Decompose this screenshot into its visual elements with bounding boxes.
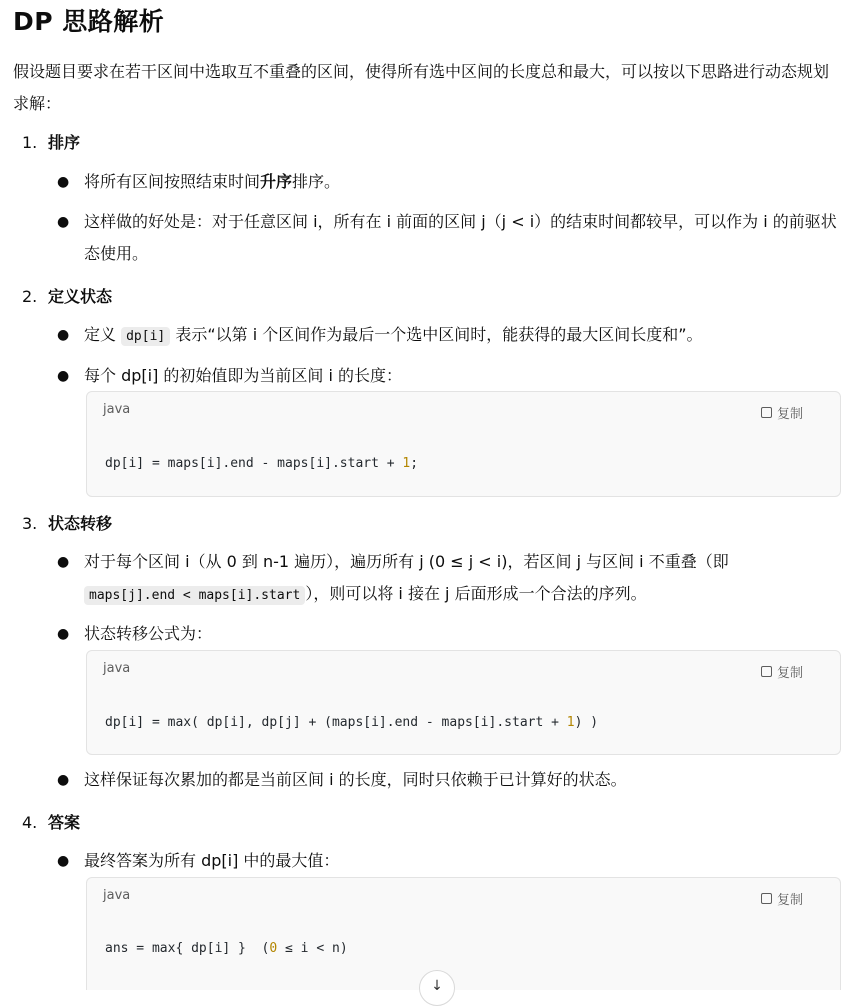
intro-paragraph: 假设题目要求在若干区间中选取互不重叠的区间，使得所有选中区间的长度总和最大，可以按以下思路进行动态规划求解： (13, 62, 830, 113)
copy-icon (761, 407, 772, 418)
bold-text: 升序 (260, 172, 293, 191)
code-text (105, 941, 348, 956)
text: 将所有区间按照结束时间 (84, 172, 261, 191)
list-item (57, 206, 842, 270)
section-title: 答案 (48, 813, 81, 832)
section-title: 定义状态 (48, 287, 113, 306)
section-heading-4 (22, 810, 80, 833)
code-language-label: java (103, 661, 131, 676)
copy-label: 复制 (776, 893, 803, 908)
code-part: ; (410, 456, 419, 471)
code-part: ans = max{ dp[i] } ( (105, 941, 270, 956)
scroll-down-button[interactable] (419, 970, 455, 1006)
code-block (86, 650, 841, 755)
text: 这样做的好处是：对于任意区间 i，所有在 i 前面的区间 j（j < i）的结束时间都较早，可以作为 i 的前驱状态使用。 (84, 212, 837, 263)
list-item (57, 764, 842, 796)
copy-icon (761, 666, 772, 677)
copy-button[interactable] (761, 403, 803, 422)
copy-label: 复制 (776, 666, 803, 681)
code-part: dp[i] = maps[i].end - maps[i].start + (105, 456, 403, 471)
bullet-icon: ● (57, 772, 70, 788)
text: 表示“以第 i 个区间作为最后一个选中区间时，能获得的最大区间长度和”。 (170, 325, 703, 344)
code-text (105, 456, 418, 471)
section-number: 1. (22, 133, 38, 152)
copy-button[interactable] (761, 662, 803, 681)
bullet-icon: ● (57, 554, 70, 570)
text: ），则可以将 i 接在 j 后面形成一个合法的序列。 (305, 584, 647, 603)
list-item (57, 845, 842, 877)
copy-label: 复制 (776, 407, 803, 422)
code-part: ) ) (574, 715, 599, 730)
list-item (57, 546, 842, 612)
text: 最终答案为所有 dp[i] 中的最大值： (84, 851, 340, 870)
bullet-icon: ● (57, 368, 70, 384)
text: 这样保证每次累加的都是当前区间 i 的长度，同时只依赖于已计算好的状态。 (84, 770, 627, 789)
list-item (57, 166, 842, 198)
code-block (86, 877, 841, 990)
section-heading-2 (22, 284, 112, 307)
copy-button[interactable] (761, 889, 803, 908)
text: 排序。 (292, 172, 341, 191)
section-title: 排序 (48, 133, 81, 152)
text: 对于每个区间 i（从 0 到 n-1 遍历），遍历所有 j (0 ≤ j < i)，若区间 j 与区间 i 不重叠（即 (84, 552, 729, 571)
code-number: 1 (566, 715, 575, 730)
code-number: 1 (402, 456, 411, 471)
section-heading-3 (22, 511, 112, 534)
bullet-icon: ● (57, 174, 70, 190)
bullet-icon: ● (57, 327, 70, 343)
code-language-label: java (103, 402, 131, 417)
list-item (57, 618, 842, 650)
code-language-label: java (103, 888, 131, 903)
code-text (105, 715, 598, 730)
section-number: 3. (22, 514, 38, 533)
bullet-icon: ● (57, 214, 70, 230)
code-part: dp[i] = max( dp[i], dp[j] + (maps[i].end - maps[i].start + (105, 715, 567, 730)
section-heading-1 (22, 130, 80, 153)
section-number: 4. (22, 813, 38, 832)
list-item (57, 319, 842, 353)
inline-code: dp[i] (121, 327, 170, 346)
copy-icon (761, 893, 772, 904)
text: 每个 dp[i] 的初始值即为当前区间 i 的长度： (84, 366, 403, 385)
inline-code: maps[j].end < maps[i].start (84, 586, 305, 605)
page-title: DP 思路解析 (13, 7, 165, 36)
code-number: 0 (269, 941, 278, 956)
arrow-down-icon: ↓ (431, 978, 443, 994)
code-block (86, 391, 841, 497)
text: 定义 (84, 325, 122, 344)
text: 状态转移公式为： (84, 624, 213, 643)
section-number: 2. (22, 287, 38, 306)
bullet-icon: ● (57, 853, 70, 869)
code-part: ≤ i < n) (277, 941, 348, 956)
bullet-icon: ● (57, 626, 70, 642)
list-item (57, 360, 842, 392)
section-title: 状态转移 (48, 514, 113, 533)
